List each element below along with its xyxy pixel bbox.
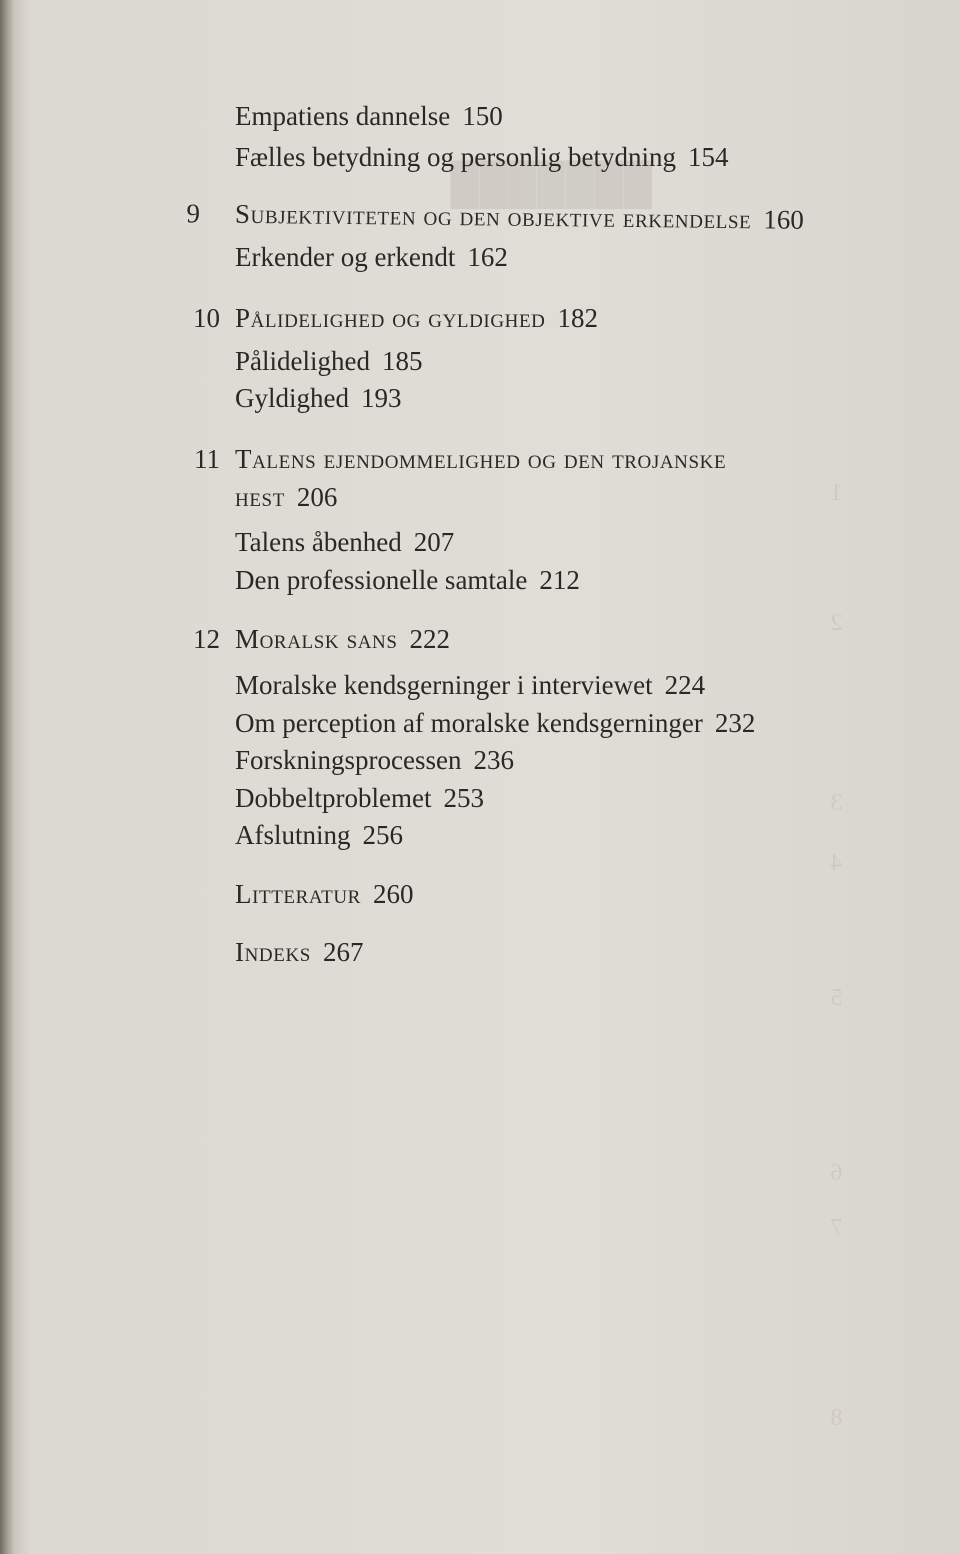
toc-entry-title: Forskningsprocessen	[235, 745, 462, 775]
chapter-heading	[160, 623, 450, 655]
toc-entry	[235, 100, 503, 132]
chapter-heading	[160, 302, 598, 334]
chapter-number: 9	[186, 198, 201, 229]
toc-entry-page: 150	[462, 101, 503, 131]
toc-entry-title: Erkender og erkendt	[235, 242, 456, 272]
toc-entry	[235, 141, 728, 173]
chapter-title: Subjektiviteten og den objektive erkendelse	[234, 198, 752, 235]
toc-entry	[235, 564, 580, 596]
chapter-title: Moralsk sans	[235, 624, 398, 654]
chapter-title: Pålidelighed og gyldighed	[235, 303, 546, 333]
back-matter-heading	[235, 878, 413, 910]
chapter-page: 222	[409, 624, 451, 654]
toc-entry-title: Fælles betydning og personlig betydning	[235, 142, 676, 172]
back-matter-page: 267	[322, 937, 364, 967]
toc-entry-title: Moralske kendsgerninger i interviewet	[235, 670, 653, 700]
chapter-page: 206	[296, 482, 338, 512]
chapter-number: 11	[194, 444, 220, 474]
back-matter-title: Litteratur	[235, 879, 361, 909]
toc-entry-page: 224	[664, 670, 706, 700]
toc-entry-page: 253	[443, 783, 484, 813]
chapter-title: Talens ejendommelighed og den trojanske	[235, 444, 727, 474]
back-matter-page: 260	[372, 879, 414, 909]
toc-entry	[235, 744, 514, 776]
toc-entry-title: Gyldighed	[235, 383, 349, 413]
toc-entry-page: 185	[381, 346, 423, 376]
chapter-number: 10	[193, 303, 220, 333]
toc-entry-title: Talens åbenhed	[235, 527, 402, 557]
toc-entry-page: 232	[714, 708, 756, 738]
toc-entry-page: 212	[539, 565, 580, 595]
toc-entry	[235, 241, 508, 273]
toc-entry-page: 193	[361, 383, 402, 413]
toc-entry-title: Empatiens dannelse	[235, 101, 451, 131]
toc-entry	[235, 707, 755, 739]
toc-entry	[235, 382, 402, 414]
chapter-heading	[160, 443, 726, 475]
toc-entry-title: Dobbeltproblemet	[235, 783, 432, 813]
toc-entry	[235, 526, 454, 558]
chapter-page: 182	[557, 303, 599, 333]
show-through-text: ███████ 1 2 3 4 5 6 7 8	[450, 161, 843, 1431]
toc-entry-page: 207	[413, 527, 455, 557]
toc-entry-page: 236	[473, 745, 514, 775]
toc-entry	[235, 669, 705, 701]
toc-entry-title: Pålidelighed	[235, 346, 370, 376]
toc-entry-page: 154	[687, 142, 729, 172]
back-matter-heading	[235, 936, 363, 968]
chapter-heading	[160, 197, 804, 236]
back-matter-title: Indeks	[235, 937, 311, 967]
toc-entry	[235, 345, 422, 377]
toc-entry-title: Den professionelle samtale	[235, 565, 528, 595]
toc-entry	[235, 782, 484, 814]
toc-entry-title: Om perception af moralske kendsgerninger	[235, 708, 703, 738]
toc-entry	[235, 819, 403, 851]
chapter-title-continued: hest	[235, 482, 285, 512]
chapter-heading-continued	[235, 481, 337, 513]
toc-entry-title: Afslutning	[235, 820, 351, 850]
chapter-number: 12	[193, 624, 220, 654]
toc-entry-page: 256	[362, 820, 404, 850]
chapter-page: 160	[763, 204, 804, 235]
toc-entry-page: 162	[467, 242, 508, 272]
